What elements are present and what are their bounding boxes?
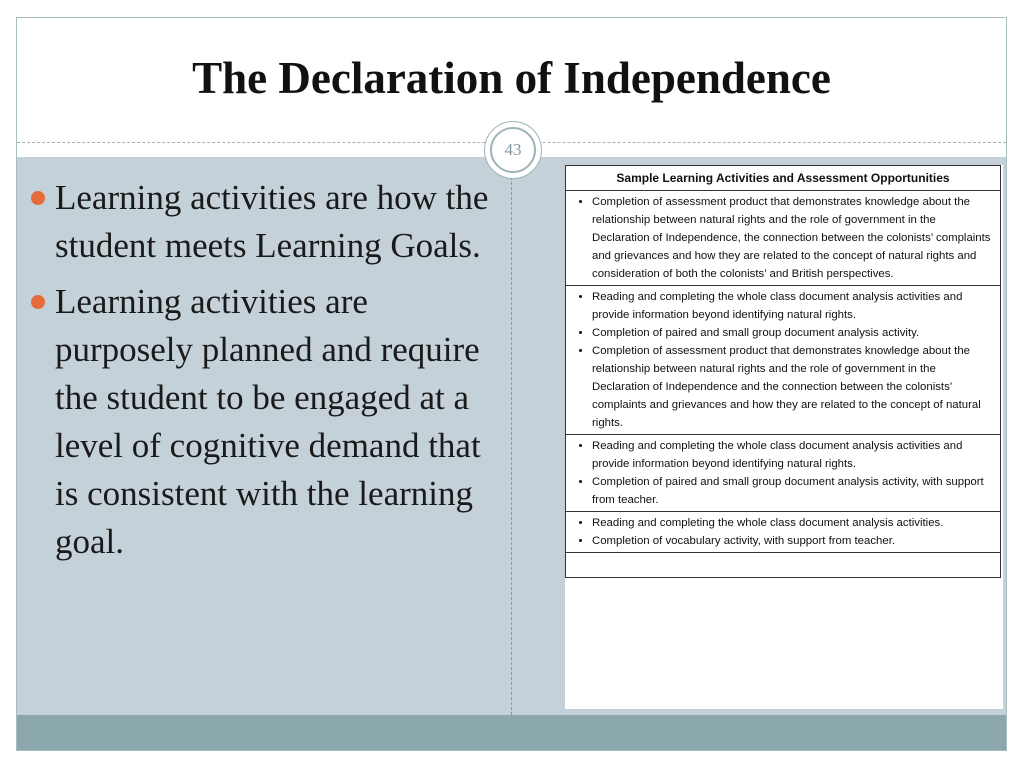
- bullet-dot-icon: [31, 191, 45, 205]
- table-cell-item: • Completion of assessment product that demonstrates knowledge about the relationship between natural rights and the role of government in the Declaration of Independence and the connection between the colonists’ complaints and grievances and how they are related to the concept of natural rights.: [592, 342, 996, 432]
- table-cell-item: • Completion of vocabulary activity, with support from teacher.: [592, 532, 996, 550]
- bullet-item: [29, 278, 499, 566]
- table-cell: [566, 286, 1001, 435]
- table-cell-item: • Reading and completing the whole class document analysis activities.: [592, 514, 996, 532]
- footer-band: [17, 715, 1006, 751]
- bullet-text: Learning activities are how the student meets Learning Goals.: [55, 178, 489, 265]
- table-row-empty: [566, 553, 1001, 578]
- bullet-text: Learning activities are purposely planned and require the student to be engaged at a level of cognitive demand that is consistent with the learning goal.: [55, 282, 481, 561]
- column-divider: [511, 157, 512, 715]
- table-cell-item: • Completion of paired and small group document analysis activity.: [592, 324, 996, 342]
- table-row: [566, 191, 1001, 286]
- table-row: [566, 286, 1001, 435]
- table-row: [566, 512, 1001, 553]
- table-header: Sample Learning Activities and Assessment Opportunities: [566, 166, 1001, 191]
- table-cell: [566, 512, 1001, 553]
- page-number-badge: [484, 121, 542, 179]
- table-cell-item: • Reading and completing the whole class document analysis activities and provide information beyond identifying natural rights.: [592, 437, 996, 473]
- table-cell: [566, 435, 1001, 512]
- activities-table: [565, 165, 1001, 578]
- table-cell-item: • Completion of paired and small group document analysis activity, with support from teacher.: [592, 473, 996, 509]
- slide-title: The Declaration of Independence: [192, 53, 831, 103]
- table-header-row: [566, 166, 1001, 191]
- table-cell-item: • Reading and completing the whole class document analysis activities and provide information beyond identifying natural rights.: [592, 288, 996, 324]
- activities-table-image: [565, 165, 1003, 709]
- bullet-item: [29, 174, 499, 270]
- slide: [16, 17, 1007, 751]
- table-cell-item: • Completion of assessment product that demonstrates knowledge about the relationship between natural rights and the role of government in the Declaration of Independence, the connection between the colonists’ complaints and grievances and how they are related to the concept of natural rights and consideration of both the colonists’ and British perspectives.: [592, 193, 996, 283]
- bullet-dot-icon: [31, 295, 45, 309]
- table-row: [566, 435, 1001, 512]
- page-number: 43: [490, 127, 536, 173]
- bullet-list: [29, 174, 499, 574]
- table-cell-empty: [566, 553, 1001, 578]
- table-cell: [566, 191, 1001, 286]
